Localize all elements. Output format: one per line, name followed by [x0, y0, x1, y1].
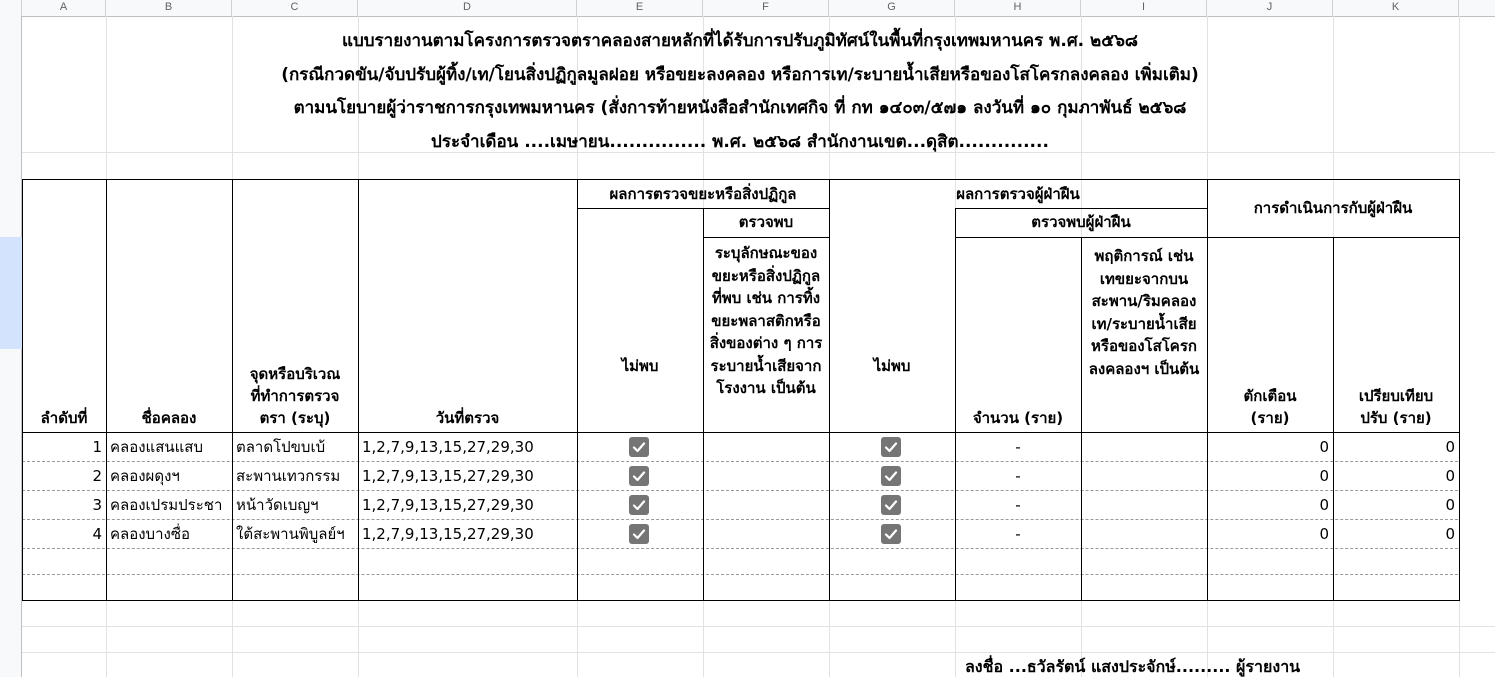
header-waste-result-group: ผลการตรวจขยะหรือสิ่งปฏิกูล	[609, 184, 797, 203]
row-separator	[22, 574, 1458, 575]
cell-seq[interactable]: 3	[92, 496, 102, 514]
header-seq: ลำดับที่	[40, 409, 88, 427]
table-border-top	[22, 179, 1459, 180]
header-waste-not-found: ไม่พบ	[621, 357, 659, 375]
violator-not-found-checkbox[interactable]	[881, 524, 901, 544]
cell-inspection-date[interactable]: 1,2,7,9,13,15,27,29,30	[362, 467, 534, 485]
waste-not-found-checkbox[interactable]	[629, 466, 649, 486]
cell-canal-name[interactable]: คลองผดุงฯ	[110, 467, 180, 485]
cell-inspection-date[interactable]: 1,2,7,9,13,15,27,29,30	[362, 525, 534, 543]
table-border	[955, 208, 956, 601]
cell-violator-count[interactable]: -	[1015, 525, 1021, 543]
row-header-strip[interactable]	[0, 16, 22, 677]
table-border	[703, 208, 704, 601]
cell-seq[interactable]: 1	[92, 438, 102, 456]
table-border	[577, 179, 578, 601]
header-waste-found: ตรวจพบ	[738, 213, 794, 231]
table-border-bottom	[22, 600, 1459, 601]
table-border	[1207, 179, 1208, 601]
violator-not-found-checkbox[interactable]	[881, 495, 901, 515]
waste-not-found-checkbox[interactable]	[629, 495, 649, 515]
cell-inspection-date[interactable]: 1,2,7,9,13,15,27,29,30	[362, 438, 534, 456]
column-header-e[interactable]: E	[577, 0, 703, 16]
table-border	[955, 208, 1207, 209]
column-header-a[interactable]: A	[22, 0, 106, 16]
waste-not-found-checkbox[interactable]	[629, 437, 649, 457]
cell-fine-count[interactable]: 0	[1445, 467, 1455, 485]
header-canal-name: ชื่อคลอง	[141, 409, 197, 427]
cell-inspection-date[interactable]: 1,2,7,9,13,15,27,29,30	[362, 496, 534, 514]
table-border	[703, 237, 829, 238]
cell-violator-count[interactable]: -	[1015, 438, 1021, 456]
cell-warn-count[interactable]: 0	[1319, 467, 1329, 485]
cell-fine-count[interactable]: 0	[1445, 496, 1455, 514]
table-border	[1081, 237, 1082, 601]
column-header-h[interactable]: H	[955, 0, 1081, 16]
header-violator-result-group: ผลการตรวจผู้ฝ่าฝืน	[956, 184, 1080, 203]
report-subtitle: (กรณีกวดขัน/จับปรับผู้ทิ้ง/เท/โยนสิ่งปฏิกูลมูลฝอย หรือขยะลงคลอง หรือการเท/ระบายน้ำเสียหรือของโสโครกลงคลอง เพิ่มเติม)	[281, 65, 1199, 85]
cell-seq[interactable]: 2	[92, 467, 102, 485]
cell-location[interactable]: ใต้สะพานพิบูลย์ฯ	[236, 525, 345, 543]
cell-location[interactable]: สะพานเทวกรรม	[236, 467, 341, 485]
cell-fine-count[interactable]: 0	[1445, 525, 1455, 543]
table-border-left	[22, 179, 23, 601]
header-location: จุดหรือบริเวณที่ทำการตรวจตรา (ระบุ)	[249, 365, 341, 427]
cell-warn-count[interactable]: 0	[1319, 438, 1329, 456]
column-header-j[interactable]: J	[1207, 0, 1333, 16]
report-month-district: ประจำเดือน ....เมษายน............... พ.ศ. ๒๕๖๘ สำนักงานเขต...ดุสิต..............	[431, 132, 1049, 152]
header-violator-behavior: พฤติการณ์ เช่น เทขยะจากบนสะพาน/ริมคลอง เท/ระบายน้ำเสีย หรือของโสโครกลงคลองฯ เป็นต้น	[1088, 247, 1200, 378]
header-inspection-date: วันที่ตรวจ	[435, 409, 500, 427]
header-violator-found: ตรวจพบผู้ฝ่าฝืน	[1031, 213, 1131, 231]
cell-fine-count[interactable]: 0	[1445, 438, 1455, 456]
report-policy-line: ตามนโยบายผู้ว่าราชการกรุงเทพมหานคร (สั่งการท้ายหนังสือสำนักเทศกิจ ที่ กท ๑๔๐๓/๕๗๑ ลงวันที่ ๑๐ กุมภาพันธ์ ๒๕๖๘	[293, 98, 1187, 118]
header-warn: ตักเตือน (ราย)	[1243, 387, 1297, 427]
table-border	[106, 179, 107, 601]
waste-not-found-checkbox[interactable]	[629, 524, 649, 544]
violator-not-found-checkbox[interactable]	[881, 437, 901, 457]
column-header-bar	[0, 0, 1495, 17]
gridline	[22, 626, 1495, 627]
select-all-corner[interactable]	[0, 0, 22, 16]
row-header-selection	[0, 237, 22, 349]
report-title: แบบรายงานตามโครงการตรวจตราคลองสายหลักที่ได้รับการปรับภูมิทัศน์ในพื้นที่กรุงเทพมหานคร พ.ศ. ๒๕๖๘	[342, 31, 1138, 51]
cell-violator-count[interactable]: -	[1015, 496, 1021, 514]
cell-canal-name[interactable]: คลองบางซื่อ	[110, 525, 191, 543]
row-separator	[22, 519, 1458, 520]
header-violator-count: จำนวน (ราย)	[972, 409, 1064, 427]
table-border	[358, 179, 359, 601]
header-action-group: การดำเนินการกับผู้ฝ่าฝืน	[1253, 199, 1413, 217]
cell-violator-count[interactable]: -	[1015, 467, 1021, 485]
cell-seq[interactable]: 4	[92, 525, 102, 543]
row-separator	[22, 548, 1458, 549]
cell-warn-count[interactable]: 0	[1319, 496, 1329, 514]
column-header-g[interactable]: G	[829, 0, 955, 16]
cell-canal-name[interactable]: คลองเปรมประชา	[110, 496, 223, 514]
table-border	[829, 179, 830, 601]
header-fine: เปรียบเทียบปรับ (ราย)	[1358, 387, 1434, 427]
column-header-d[interactable]: D	[358, 0, 577, 16]
gridline	[22, 652, 1495, 653]
column-header-f[interactable]: F	[703, 0, 829, 16]
table-border-right	[1459, 179, 1460, 601]
column-header-k[interactable]: K	[1333, 0, 1459, 16]
row-separator	[22, 490, 1458, 491]
cell-location[interactable]: ตลาดโปขบเบ้	[236, 438, 326, 456]
cell-warn-count[interactable]: 0	[1319, 525, 1329, 543]
cell-location[interactable]: หน้าวัดเบญฯ	[236, 496, 319, 514]
signature-line: ลงชื่อ ...ธวัลรัตน์ แสงประจักษ์......... ผู้รายงาน	[965, 657, 1301, 676]
table-border-header-bottom	[22, 432, 1459, 433]
column-header-i[interactable]: I	[1081, 0, 1207, 16]
cell-canal-name[interactable]: คลองแสนแสบ	[110, 438, 203, 456]
table-border	[1333, 237, 1334, 601]
column-header-c[interactable]: C	[232, 0, 358, 16]
header-violator-not-found: ไม่พบ	[873, 357, 911, 375]
table-border	[232, 179, 233, 601]
violator-not-found-checkbox[interactable]	[881, 466, 901, 486]
header-waste-detail: ระบุลักษณะของขยะหรือสิ่งปฏิกูลที่พบ เช่น การทิ้งขยะพลาสติกหรือสิ่งของต่าง ๆ การระบายน้ำเสียจากโรงงาน เป็นต้น	[709, 244, 823, 397]
column-header-b[interactable]: B	[106, 0, 232, 16]
row-separator	[22, 461, 1458, 462]
